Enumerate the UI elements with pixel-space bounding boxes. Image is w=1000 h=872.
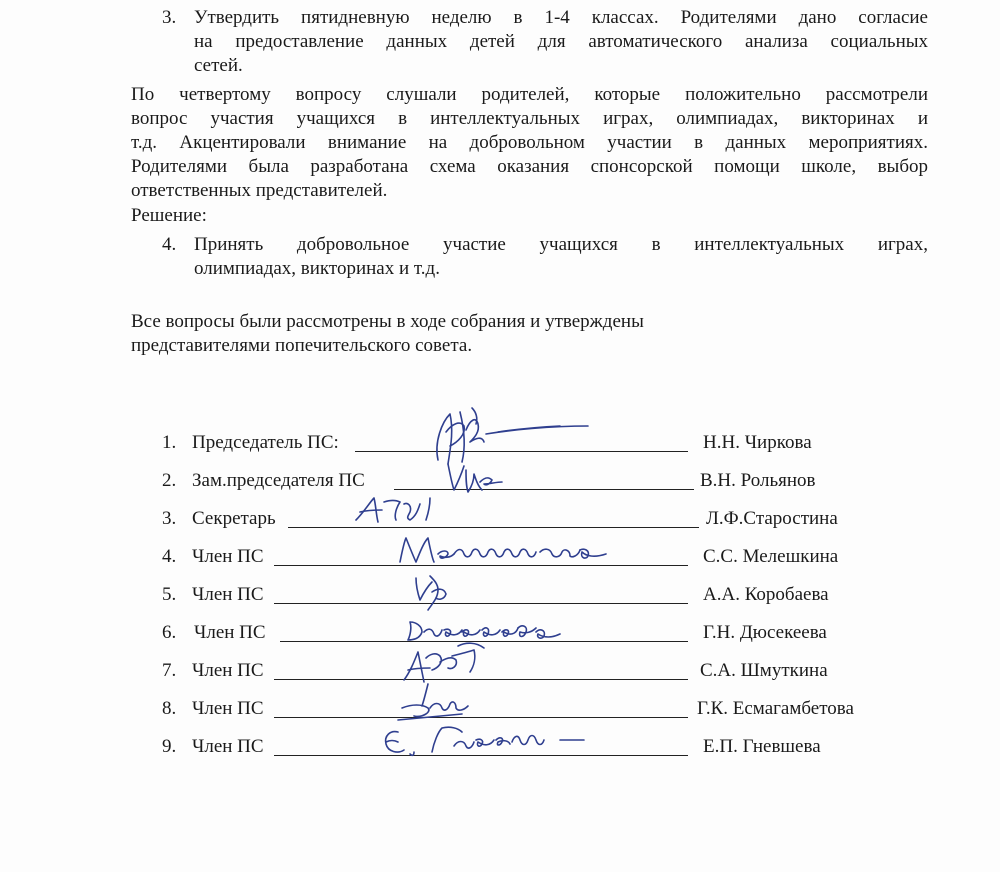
signature-name: Н.Н. Чиркова — [703, 432, 812, 453]
item-4-line-1: Принять добровольное участие учащихся в интеллектуальных играх, — [194, 234, 928, 255]
signature-number: 1. — [162, 432, 177, 453]
signature-role: Член ПС — [192, 660, 264, 681]
signature-rolyanov — [444, 460, 504, 496]
signature-role: Член ПС — [192, 736, 264, 757]
decision-label: Решение: — [131, 205, 207, 226]
paragraph-line-4: Родителями была разработана схема оказания спонсорской помощи школе, выбор — [131, 156, 928, 177]
signature-line — [274, 603, 688, 604]
item-4-number: 4. — [162, 234, 177, 255]
signature-name: Е.П. Гневшева — [703, 736, 821, 757]
signature-number: 6. — [162, 622, 177, 643]
signature-role: Член ПС — [192, 546, 264, 567]
item-3-line-2: на предоставление данных детей для автоматического анализа социальных — [194, 31, 928, 52]
conclusion-line-2: представителями попечительского совета. — [131, 335, 473, 356]
paragraph-line-5: ответственных представителей. — [131, 180, 388, 201]
signature-meleshkina — [394, 528, 614, 572]
signature-name: А.А. Коробаева — [703, 584, 829, 605]
signature-name: Л.Ф.Старостина — [706, 508, 838, 529]
signature-number: 3. — [162, 508, 177, 529]
signature-name: Г.Н. Дюсекеева — [703, 622, 827, 643]
signature-role: Секретарь — [192, 508, 276, 529]
item-3-number: 3. — [162, 7, 177, 28]
fourth-question-paragraph — [131, 83, 928, 179]
paragraph-line-1: По четвертому вопросу слушали родителей, которые положительно рассмотрели — [131, 84, 928, 105]
signature-name: С.А. Шмуткина — [700, 660, 828, 681]
signature-role: Член ПС — [192, 698, 264, 719]
signature-row-5 — [0, 583, 1000, 613]
item-4-line-2: олимпиадах, викторинах и т.д. — [194, 258, 440, 279]
signature-number: 9. — [162, 736, 177, 757]
signature-number: 4. — [162, 546, 177, 567]
signature-role: Член ПС — [194, 622, 266, 643]
item-3-line-3: сетей. — [194, 55, 243, 76]
signature-number: 2. — [162, 470, 177, 491]
paragraph-line-2: вопрос участия учащихся в интеллектуальных играх, олимпиадах, викторинах и — [131, 108, 928, 129]
signature-name: Г.К. Есмагамбетова — [697, 698, 854, 719]
signature-number: 5. — [162, 584, 177, 605]
signature-number: 8. — [162, 698, 177, 719]
signature-role: Председатель ПС: — [192, 432, 339, 453]
signature-row-7 — [0, 659, 1000, 689]
paragraph-line-3: т.д. Акцентировали внимание на добровольном участии в данных мероприятиях. — [131, 132, 928, 153]
signature-name: В.Н. Рольянов — [700, 470, 816, 491]
signature-name: С.С. Мелешкина — [703, 546, 839, 567]
signature-role: Член ПС — [192, 584, 264, 605]
conclusion-line-1: Все вопросы были рассмотрены в ходе собрания и утверждены — [131, 311, 644, 332]
signature-role: Зам.председателя ПС — [192, 470, 365, 491]
signature-starostina — [350, 490, 450, 530]
item-3-text — [194, 6, 928, 54]
signature-korobaeva — [410, 570, 460, 616]
signature-gnevsheva — [376, 718, 596, 764]
item-4-text — [194, 233, 928, 257]
item-3-line-1: Утвердить пятидневную неделю в 1-4 классах. Родителями дано согласие — [194, 7, 928, 28]
signature-number: 7. — [162, 660, 177, 681]
